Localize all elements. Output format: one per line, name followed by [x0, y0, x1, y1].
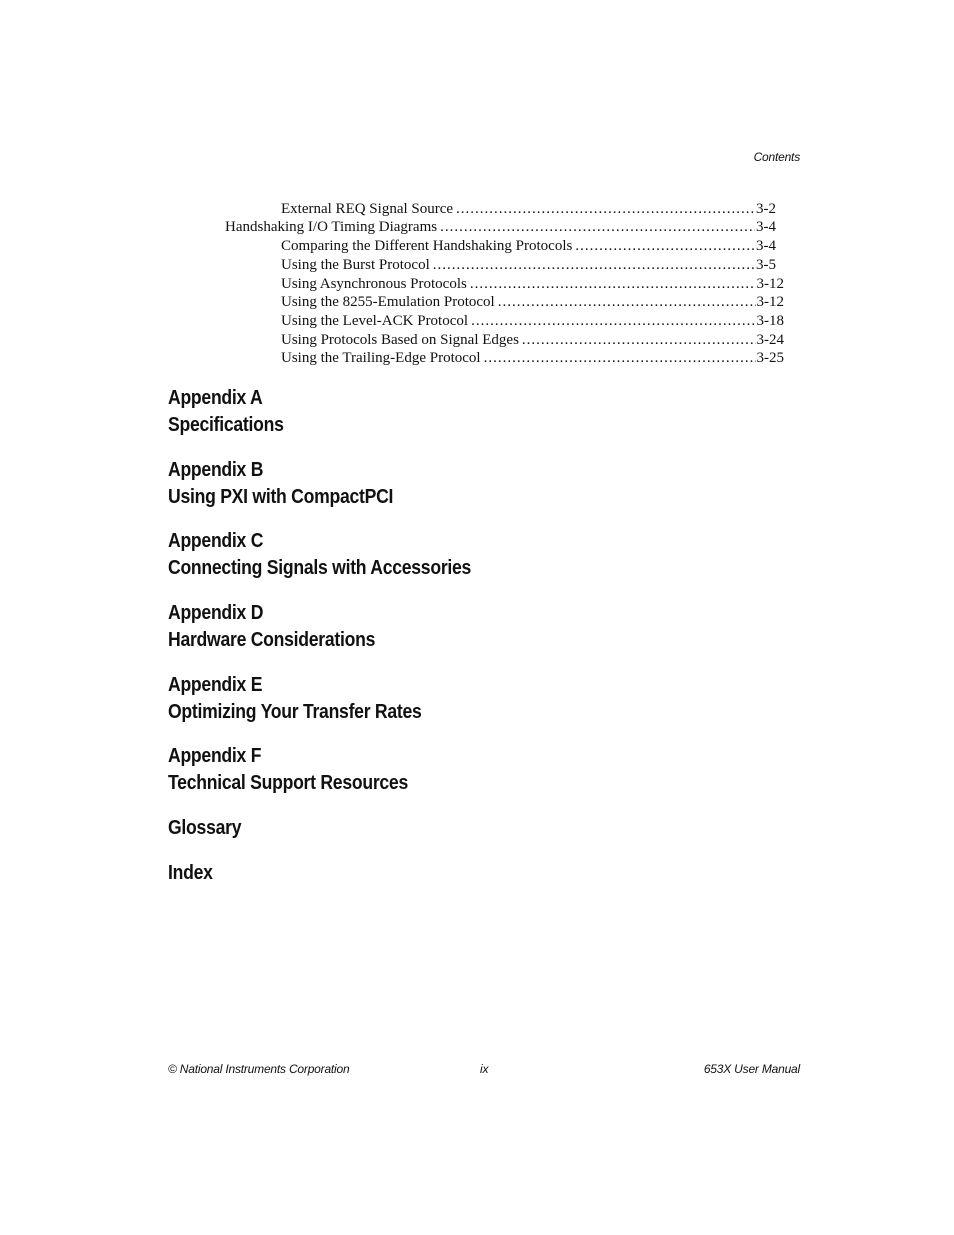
appendix-b-heading[interactable]: [168, 457, 393, 511]
toc-entry-title: External REQ Signal Source: [281, 201, 454, 217]
toc-entry-page: 3-2: [756, 201, 776, 217]
toc-entry-title: Handshaking I/O Timing Diagrams: [225, 219, 438, 235]
section-label: Appendix F: [168, 745, 262, 767]
toc-entry-page: 3-12: [756, 294, 784, 310]
toc-entry-title: Using Asynchronous Protocols: [281, 276, 467, 292]
toc-entry[interactable]: [281, 349, 784, 368]
dot-leader: [575, 237, 755, 256]
section-title: Specifications: [168, 414, 284, 436]
toc-entry-page: 3-24: [756, 332, 784, 348]
section-label: Appendix A: [168, 387, 263, 409]
toc-entry[interactable]: [281, 331, 784, 350]
toc-entry-page: 3-5: [756, 257, 776, 273]
index-heading[interactable]: [168, 860, 213, 887]
section-label: Appendix E: [168, 674, 263, 696]
section-title: Technical Support Resources: [168, 772, 408, 794]
toc-entry-title: Comparing the Different Handshaking Protocols: [281, 238, 573, 254]
footer-copyright: © National Instruments Corporation: [168, 1062, 350, 1076]
toc-entry[interactable]: [225, 218, 776, 237]
dot-leader: [456, 200, 755, 219]
dot-leader: [471, 312, 755, 331]
section-label: Appendix D: [168, 602, 264, 624]
footer-manual-title: 653X User Manual: [703, 1062, 800, 1076]
dot-leader: [433, 256, 755, 275]
toc-entry-title: Using the Trailing-Edge Protocol: [281, 350, 481, 366]
glossary-heading[interactable]: [168, 815, 241, 842]
toc-entry-title: Using the Level-ACK Protocol: [281, 313, 469, 329]
footer-page-number: ix: [480, 1062, 489, 1076]
toc-entry-title: Using the Burst Protocol: [281, 257, 430, 273]
section-title: Connecting Signals with Accessories: [168, 557, 472, 579]
toc-entry-page: 3-12: [756, 276, 784, 292]
toc-entry[interactable]: [281, 293, 784, 312]
appendix-d-heading[interactable]: [168, 600, 375, 654]
section-label: Glossary: [168, 817, 242, 839]
appendix-e-heading[interactable]: [168, 672, 422, 726]
appendix-a-heading[interactable]: [168, 385, 284, 439]
toc-entry[interactable]: [281, 275, 784, 294]
toc-entry[interactable]: [281, 256, 776, 275]
section-label: Index: [168, 862, 213, 884]
section-title: Optimizing Your Transfer Rates: [168, 701, 422, 723]
dot-leader: [522, 331, 756, 350]
section-title: Using PXI with CompactPCI: [168, 486, 394, 508]
toc-entry-page: 3-25: [756, 350, 784, 366]
toc-entry[interactable]: [281, 312, 784, 331]
appendix-f-heading[interactable]: [168, 743, 408, 797]
toc-entry-title: Using Protocols Based on Signal Edges: [281, 332, 519, 348]
toc-entry[interactable]: [281, 200, 776, 219]
toc-entry-page: 3-4: [756, 238, 776, 254]
dot-leader: [484, 349, 756, 368]
toc-entry[interactable]: [281, 237, 776, 256]
section-title: Hardware Considerations: [168, 629, 376, 651]
appendix-c-heading[interactable]: [168, 528, 471, 582]
toc-entry-title: Using the 8255-Emulation Protocol: [281, 294, 495, 310]
dot-leader: [440, 218, 755, 237]
section-label: Appendix C: [168, 530, 264, 552]
toc-entry-page: 3-18: [756, 313, 784, 329]
dot-leader: [498, 293, 756, 312]
toc-entry-page: 3-4: [756, 219, 776, 235]
running-head: Contents: [753, 150, 800, 164]
section-label: Appendix B: [168, 459, 264, 481]
dot-leader: [470, 275, 756, 294]
